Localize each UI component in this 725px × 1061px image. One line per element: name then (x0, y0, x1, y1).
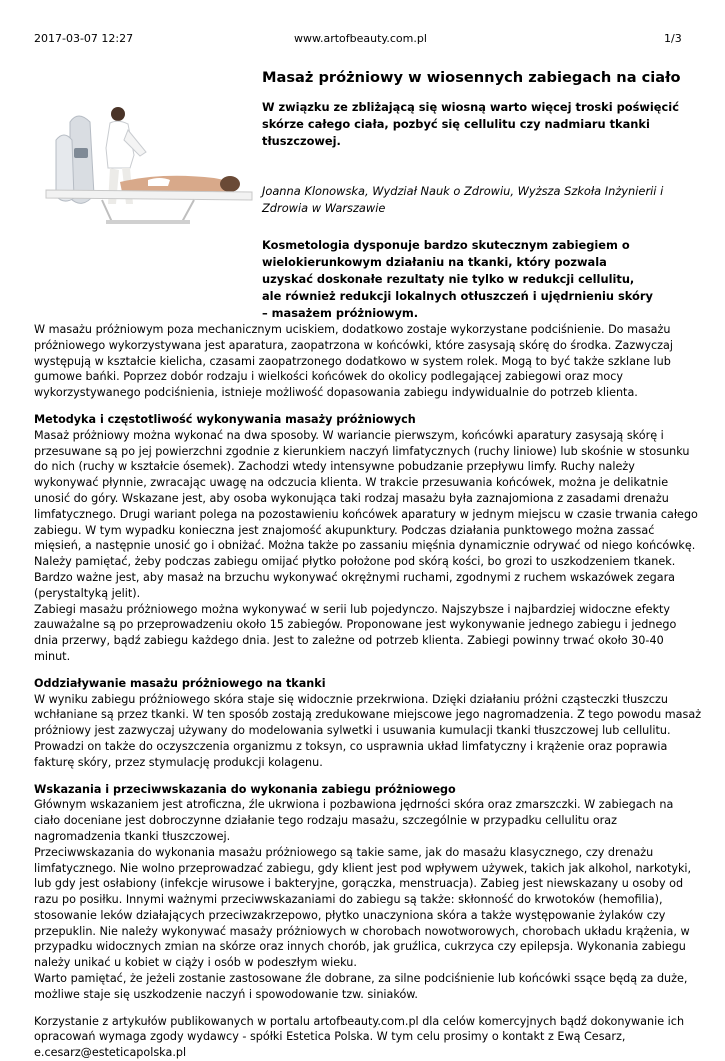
paragraph-4: W wyniku zabiegu próżniowego skóra staje się widocznie przekrwiona. Dzięki działaniu próżni cząsteczki tłuszczu wchłaniane są przez tkanki. W ten sposób zostają zredukowane miejscowe jego nagromadzenia. Z tego powodu masaż próżniowy jest zazwyczaj używany do modelowania sylwetki i usuwania kumulacji tkanki tłuszczowej lub cellulitu. Prowadzi on także do oczyszczenia organizmu z toksyn, co usprawnia układ limfatyczny i krążenie oraz poprawia fakturę skóry, przez stymulację produkcji kolagenu. (34, 692, 702, 769)
paragraph-3: Zabiegi masażu próżniowego można wykonywać w serii lub pojedynczo. Najszybsze i najbardziej widoczne efekty zauważalne są po przeprowadzeniu około 15 zabiegów. Proponowane jest wykonywanie jednego zabiegu i jednego dnia przerwy, bądź zabiegu każdego dnia. Jest to zależne od potrzeb klienta. Zabiegi powinny trwać około 30-40 minut. (34, 602, 677, 663)
article-lead: W związku ze zbliżającą się wiosną warto więcej troski poświęcić skórze całego ciała, pozbyć się cellulitu czy nadmiaru tkanki tłuszczowej. (262, 100, 679, 148)
article-author: Joanna Klonowska, Wydział Nauk o Zdrowiu, Wyższa Szkoła Inżynierii i Zdrowia w Warszawie (262, 184, 664, 215)
copyright-notice: Korzystanie z artykułów publikowanych w portalu artofbeauty.com.pl dla celów komercyjnych bądź dokonywanie ich opracowań wymaga zgody wydawcy - spółki Estetica Polska. W tym celu prosimy o kontakt z Ewą Cesarz, e.cesarz@esteticapolska.pl (34, 1014, 685, 1060)
massage-treatment-photo (42, 100, 255, 233)
site-url: www.artofbeauty.com.pl (294, 32, 427, 45)
paragraph-5: Głównym wskazaniem jest atroficzna, źle ukrwiona i pozbawiona jędrności skóra oraz zmarszczki. W zabiegach na ciało doceniane jest dobroczynne działanie tego rodzaju masażu, szczególnie w przypadku cellulitu oraz nagromadzenia tkanki tłuszczowej. (34, 798, 674, 843)
paragraph-6: Przeciwwskazania do wykonania masażu próżniowego są takie same, jak do masażu klasycznego, czy drenażu limfatycznego. Nie wolno przeprowadzać zabiegu, gdy klient jest pod wpływem używek, takich jak alkohol, narkotyki, lub gdy jest osłabiony (infekcje wirusowe i bakteryjne, gorączka, menstruacja). Zabieg jest niewskazany u osoby od razu po posiłku. Innymi ważnymi przeciwwskazaniami do zabiegu są także: skłonność do krwotoków (hemofilia), stosowanie leków działających przeciwzakrzepowo, płytko unaczyniona skóra a także występowanie żylaków czy przepuklin. Nie należy wykonywać masaży próżniowych w chorobach nowotworowych, chorobach układu krążenia, w przypadku widocznych zmian na skórze oraz innych chorób, jak gruźlica, cukrzyca czy epilepsja. Wykonania zabiegu należy unikać u kobiet w ciąży i osób w podeszłym wieku. (34, 845, 692, 970)
paragraph-2: Masaż próżniowy można wykonać na dwa sposoby. W wariancie pierwszym, końcówki aparatury zasysają skórę i przesuwane są po jej powierzchni zgodnie z kierunkiem naczyń limfatycznych (ruchy liniowe) lub skośnie w stosunku do nich (ruchy w kształcie ósemek). Zachodzi wtedy intensywne pobudzanie przepływu limfy. Ruchy należy wykonywać płynnie, zwracając uwagę na odczucia klienta. W trakcie przesuwania końcówek, można je delikatnie unosić do góry. Wskazane jest, aby osoba wykonująca taki rodzaj masażu była zaznajomiona z zasadami drenażu limfatycznego. Drugi wariant polega na pozostawieniu końcówek aparatury w jednym miejscu w czasie trwania całego zabiegu. W tym wypadku konieczna jest znajomość akupunktury. Podczas działania punktowego można zassać mięsień, a następnie unosić go i obniżać. Można także po zassaniu mięśnia dynamicznie odrywać od niego końcówkę. Należy pamiętać, żeby podczas zabiegu omijać płytko położone pod skórą kości, bo grozi to uszkodzeniem tkanek. Bardzo ważne jest, aby masaż na brzuchu wykonywać okrężnymi ruchami, zgodnymi z ruchem wskazówek zegara (perystaltyką jelit). (34, 428, 698, 600)
section-heading-methods: Metodyka i częstotliwość wykonywania masaży próżniowych (34, 412, 416, 426)
paragraph-1: W masażu próżniowym poza mechanicznym uciskiem, dodatkowo zostaje wykorzystane podciśnienie. Do masażu próżniowego wykorzystywana jest aparatura, zaopatrzona w końcówki, które zasysają skórę do środka. Zazwyczaj występują w kształcie kielicha, czasami zaopatrzonego dodatkowo w system rolek. Mogą to być także szklane lub gumowe bańki. Poprzez dobór rodzaju i wielkości końcówek do okolicy podlegającej zabiegowi oraz mocy wykorzystywanego podciśnienia, istnieje możliwość dopasowania zabiegu indywidualnie do potrzeb klienta. (34, 323, 673, 400)
section-heading-indications: Wskazania i przeciwwskazania do wykonania zabiegu próżniowego (34, 782, 456, 796)
article-title: Masaż próżniowy w wiosennych zabiegach na ciało (262, 69, 681, 86)
article-intro: Kosmetologia dysponuje bardzo skutecznym zabiegiem o wielokierunkowym działaniu na tkanki, który pozwala uzyskać doskonałe rezultaty nie tylko w redukcji cellulitu, ale również redukcji lokalnych otłuszczeń i ujędrnieniu skóry – masażem próżniowym. (262, 238, 653, 320)
print-datetime: 2017-03-07 12:27 (34, 32, 134, 45)
article-body (34, 322, 702, 1061)
page-number: 1/3 (664, 32, 682, 45)
paragraph-7: Warto pamiętać, że jeżeli zostanie zastosowane źle dobrane, za silne podciśnienie lub końcówki ssące będą za duże, możliwe staje się uszkodzenie naczyń i spowodowanie tzw. siniaków. (34, 972, 688, 1001)
section-heading-effects: Oddziaływanie masażu próżniowego na tkanki (34, 676, 326, 690)
